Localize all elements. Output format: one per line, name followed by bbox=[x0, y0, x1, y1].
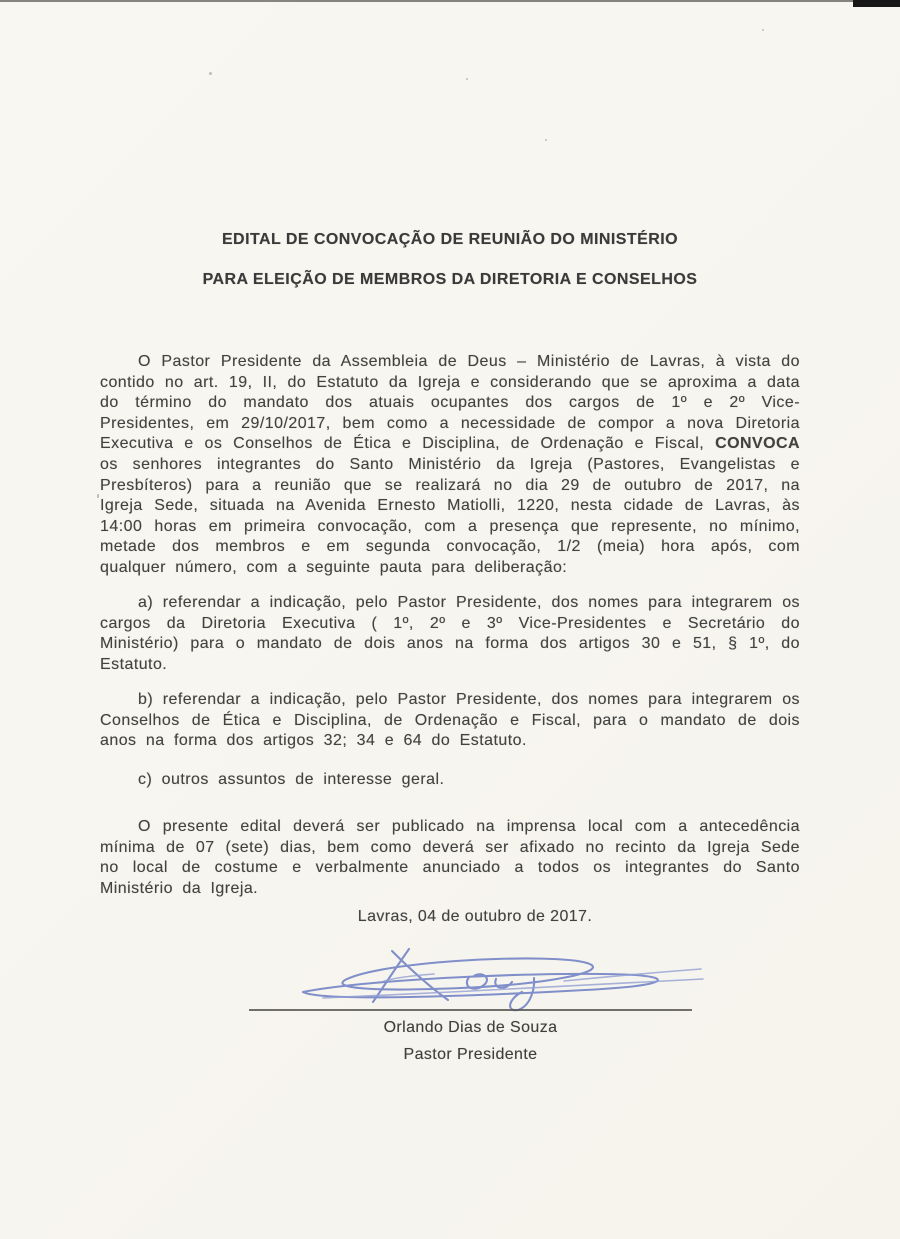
signature-ink bbox=[233, 940, 707, 1016]
scan-speck bbox=[97, 494, 99, 498]
scan-speck bbox=[545, 139, 547, 141]
document-title-line1: EDITAL DE CONVOCAÇÃO DE REUNIÃO DO MINISTÉRIO bbox=[221, 231, 679, 248]
opening-paragraph-post: os senhores integrantes do Santo Ministério da Igreja (Pastores, Evangelistas e Presbíteros) para a reunião que se realizará no dia 29 de outubro de 2017, na Igreja Sede, situada na Avenida Ernesto Matiolli, 1220, nesta cidade de Lavras, às 14:00 horas em primeira convocação, com a presença que represente, no mínimo, metade dos membros e em segunda convocação, 1/2 (meia) hora após, com qualquer número, com a seguinte pauta para deliberação: bbox=[100, 455, 800, 576]
convoca-bold-word: CONVOCA bbox=[715, 435, 800, 453]
agenda-item-c: c) outros assuntos de interesse geral. bbox=[138, 771, 445, 788]
signatory-name: Orlando Dias de Souza bbox=[383, 1019, 558, 1036]
scan-speck bbox=[762, 29, 764, 31]
closing-paragraph: O presente edital deverá ser publicado na imprensa local com a antecedência mínima de 07 (sete) dias, bem como deverá ser afixado no recinto da Igreja Sede no local de costume e verbalmente anunciado a todos os integrantes do Santo Ministério da Igreja. bbox=[100, 818, 800, 897]
signature-rule bbox=[249, 1009, 692, 1011]
agenda-item-b: b) referendar a indicação, pelo Pastor Presidente, dos nomes para integrarem os Conselhos de Ética e Disciplina, de Ordenação e Fiscal, para o mandato de dois anos na forma dos artigos 32; 34 e 64 do Estatuto. bbox=[100, 691, 800, 750]
scan-edge-top bbox=[0, 0, 900, 2]
document-title-line2: PARA ELEIÇÃO DE MEMBROS DA DIRETORIA E CONSELHOS bbox=[202, 271, 698, 288]
opening-paragraph bbox=[100, 352, 800, 579]
scan-corner-mark bbox=[853, 0, 900, 7]
scan-speck bbox=[466, 78, 468, 80]
date-line: Lavras, 04 de outubro de 2017. bbox=[357, 908, 593, 925]
opening-paragraph-pre: O Pastor Presidente da Assembleia de Deus – Ministério de Lavras, à vista do contido no art. 19, II, do Estatuto da Igreja e considerando que se aproxima a data do término do mandato dos atuais ocupantes dos cargos de 1º e 2º Vice-Presidentes, em 29/10/2017, bem como a necessidade de compor a nova Diretoria Executiva e os Conselhos de Ética e Disciplina, de Ordenação e Fiscal, bbox=[100, 353, 800, 453]
agenda-item-a: a) referendar a indicação, pelo Pastor Presidente, dos nomes para integrarem os cargos da Diretoria Executiva ( 1º, 2º e 3º Vice-Presidentes e Secretário do Ministério) para o mandato de dois anos na forma dos artigos 30 e 51, § 1º, do Estatuto. bbox=[100, 594, 800, 673]
signatory-role: Pastor Presidente bbox=[403, 1046, 538, 1063]
scan-speck bbox=[209, 72, 212, 75]
